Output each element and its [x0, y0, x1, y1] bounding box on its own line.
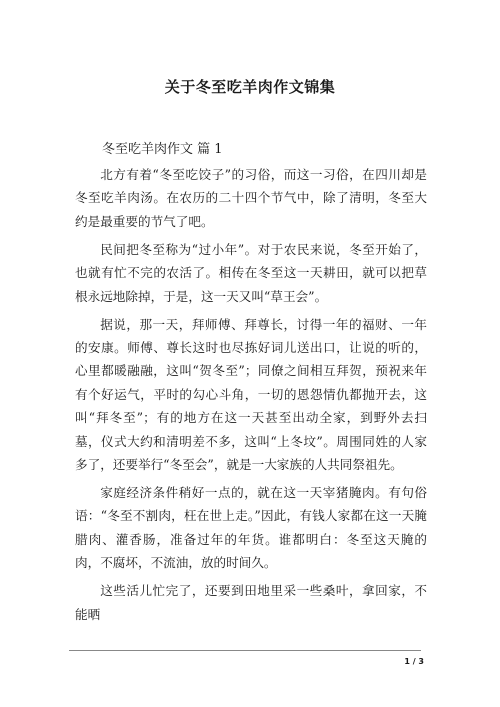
page-number: 1 / 3 — [404, 657, 424, 666]
paragraph: 北方有着“冬至吃饺子”的习俗，而这一习俗，在四川却是冬至吃羊肉汤。在农历的二十四个节气中，除了清明，冬至大约是最重要的节气了吧。 — [75, 167, 427, 229]
paragraph: 据说，那一天，拜师傅、拜尊长，讨得一年的福财、一年的安康。师傅、尊长这时也尽拣好词儿送出口，让说的听的，心里都暖融融，这叫“贺冬至”；同僚之间相互拜贺，预祝来年有个好运气，平时的勾心斗角，一切的恩怨情仇都抛开去，这叫“拜冬至”；有的地方在这一天甚至出动全家，到野外去扫墓，仪式大约和清明差不多，这叫“上冬坟”。周围同姓的人家多了，还要举行“冬至会”，就是一大家族的人共同祭祖先。 — [75, 316, 427, 473]
paragraph: 民间把冬至称为“过小年”。对于农民来说，冬至开始了，也就有忙不完的农活了。相传在冬至这一天耕田，就可以把草根永远地除掉，于是，这一天又叫“草王会”。 — [75, 241, 427, 304]
paragraph: 家庭经济条件稍好一点的，就在这一天宰猪腌肉。有句俗语：“冬至不割肉，枉在世上走。”因此，有钱人家都在这一天腌腊肉、灌香肠，准备过年的年货。谁都明白：冬至这天腌的肉，不腐坏，不流油，放的时间久。 — [75, 485, 427, 571]
section-heading: 冬至吃羊肉作文 篇 1 — [102, 142, 223, 157]
document-body — [75, 163, 427, 626]
footer-divider — [69, 650, 421, 651]
document-title: 关于冬至吃羊肉作文锦集 — [164, 78, 336, 96]
paragraph: 这些活儿忙完了，还要到田地里采一些桑叶，拿回家，不能晒 — [75, 583, 427, 622]
